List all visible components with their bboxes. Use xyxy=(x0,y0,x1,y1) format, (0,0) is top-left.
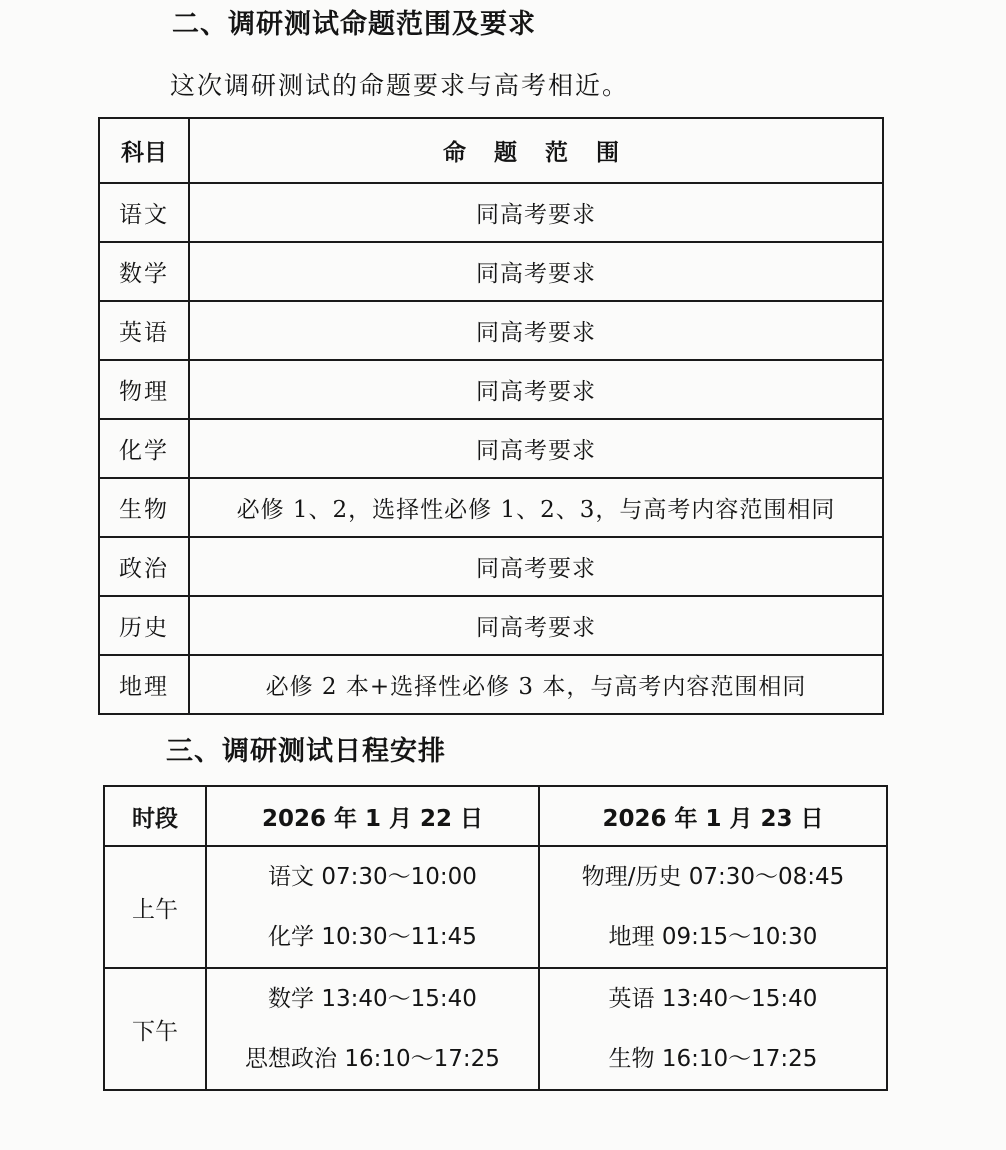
schedule-entry: 生物 16:10～17:25 xyxy=(608,1046,818,1072)
day2-column-header: 2026 年 1 月 23 日 xyxy=(539,786,887,846)
subject-cell: 化学 xyxy=(99,419,189,478)
period-cell-afternoon: 下午 xyxy=(104,968,206,1090)
table-row xyxy=(99,242,883,301)
scope-cell: 同高考要求 xyxy=(189,183,883,242)
section-2-intro: 这次调研测试的命题要求与高考相近。 xyxy=(170,71,630,100)
scope-table xyxy=(98,117,884,715)
table-row xyxy=(99,360,883,419)
schedule-cell xyxy=(539,968,887,1090)
schedule-entry: 物理/历史 07:30～08:45 xyxy=(581,864,845,890)
day1-column-header: 2026 年 1 月 22 日 xyxy=(206,786,539,846)
scope-cell: 同高考要求 xyxy=(189,419,883,478)
schedule-entry: 化学 10:30～11:45 xyxy=(268,924,477,950)
subject-cell: 生物 xyxy=(99,478,189,537)
schedule-entry: 语文 07:30～10:00 xyxy=(268,864,477,890)
table-row xyxy=(99,596,883,655)
schedule-cell xyxy=(206,846,539,968)
scope-cell: 同高考要求 xyxy=(189,537,883,596)
subject-column-header: 科目 xyxy=(99,118,189,183)
scope-cell: 同高考要求 xyxy=(189,360,883,419)
schedule-entry: 思想政治 16:10～17:25 xyxy=(245,1046,500,1072)
scope-column-header: 命 题 范 围 xyxy=(189,118,883,183)
table-row xyxy=(99,478,883,537)
section-2-heading: 二、调研测试命题范围及要求 xyxy=(172,9,536,40)
table-row xyxy=(99,301,883,360)
scope-cell: 必修 1、2，选择性必修 1、2、3，与高考内容范围相同 xyxy=(189,478,883,537)
table-row xyxy=(99,655,883,714)
scope-table-header xyxy=(99,118,883,183)
table-row xyxy=(99,419,883,478)
schedule-cell xyxy=(206,968,539,1090)
period-cell-morning: 上午 xyxy=(104,846,206,968)
schedule-cell xyxy=(539,846,887,968)
table-row xyxy=(104,968,887,1090)
subject-cell: 英语 xyxy=(99,301,189,360)
period-column-header: 时段 xyxy=(104,786,206,846)
section-3-heading: 三、调研测试日程安排 xyxy=(166,736,446,767)
scope-cell: 必修 2 本+选择性必修 3 本，与高考内容范围相同 xyxy=(189,655,883,714)
schedule-entry: 数学 13:40～15:40 xyxy=(268,986,477,1012)
schedule-table xyxy=(103,785,888,1091)
scope-cell: 同高考要求 xyxy=(189,301,883,360)
schedule-entry: 英语 13:40～15:40 xyxy=(608,986,818,1012)
subject-cell: 数学 xyxy=(99,242,189,301)
scope-cell: 同高考要求 xyxy=(189,242,883,301)
table-row xyxy=(99,183,883,242)
table-row xyxy=(99,537,883,596)
scope-cell: 同高考要求 xyxy=(189,596,883,655)
subject-cell: 物理 xyxy=(99,360,189,419)
subject-cell: 历史 xyxy=(99,596,189,655)
schedule-table-header xyxy=(104,786,887,846)
table-row xyxy=(104,846,887,968)
schedule-entry: 地理 09:15～10:30 xyxy=(608,924,818,950)
subject-cell: 政治 xyxy=(99,537,189,596)
subject-cell: 语文 xyxy=(99,183,189,242)
subject-cell: 地理 xyxy=(99,655,189,714)
